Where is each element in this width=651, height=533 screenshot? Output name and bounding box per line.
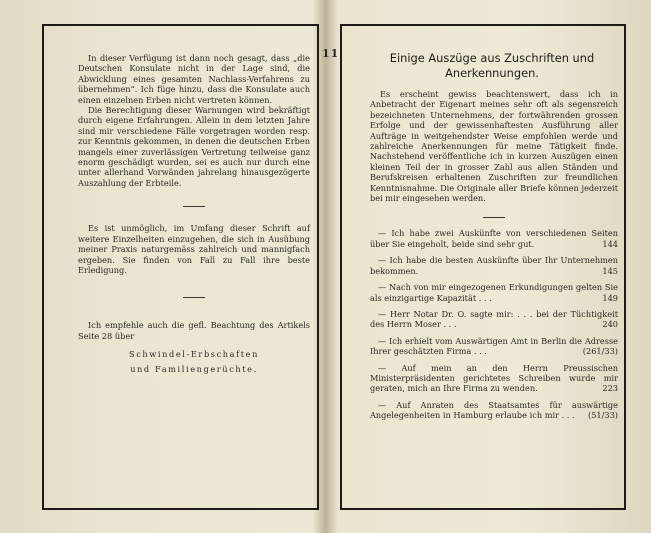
left-paragraph-4: Ich empfehle auch die gefl. Beachtung des Artikels Seite 28 über <box>78 320 310 341</box>
heading-line-2: Anerkennungen. <box>445 66 539 80</box>
intro-paragraph: Es erscheint gewiss beachtenswert, dass ich in Anbetracht der Eigenart meines sehr oft als segensreich bezeichneten Unternehmens, der fortwährenden grossen Erfolge und der gewissenhaftesten Ausführung aller Aufträge in weitgehendster Weise empfohlen werde und zahlreiche Anerkennungen für meine Tätigkeit finde. Nachstehend veröffentliche ich in kurzen Auszügen einen kleinen Teil der in grosser Zahl aus allen Ständen und Berufskreisen erhaltenen Zuschriften zur freundlichen Kenntnisnahme. Die Originale aller Briefe können jederzeit bei mir eingesehen werden. <box>370 89 618 204</box>
testimonial-reference-number: 144 <box>602 238 618 249</box>
testimonial-text: — Ich erhielt vom Auswärtigen Amt in Berlin die Adresse Ihrer geschätzten Firma . . . <box>370 335 618 357</box>
article-title-line-2: und Familiengerüchte. <box>130 363 258 374</box>
testimonial-text: — Ich habe zwei Auskünfte von verschiedenen Seiten über Sie eingeholt, beide sind sehr gut. <box>370 228 618 249</box>
testimonial-entry <box>370 228 618 249</box>
page-number: 11 <box>322 47 340 60</box>
right-page <box>328 0 651 533</box>
testimonial-text: — Herr Notar Dr. O. sagte mir: . . . bei der Tüchtigkeit des Herrn Moser . . . <box>370 308 618 330</box>
right-page-heading <box>366 51 618 81</box>
heading-line-1: Einige Auszüge aus Zuschriften und <box>389 51 595 65</box>
testimonial-reference-number: (51/33) <box>588 410 618 421</box>
left-page-text <box>78 53 310 374</box>
testimonial-reference-number: 149 <box>602 292 618 303</box>
testimonial-entry <box>370 363 618 394</box>
testimonial-reference-number: 223 <box>602 383 618 394</box>
testimonial-entry <box>370 282 618 303</box>
testimonial-entry <box>370 336 618 357</box>
testimonial-entry <box>370 400 618 421</box>
left-paragraph-1: In dieser Verfügung ist dann noch gesagt, dass „die Deutschen Konsulate nicht in der Lage sind, die Abwicklung eines gesamten Nachlass-Verfahrens zu übernehmen“. Ich füge hinzu, dass die Konsulate auch einen einzelnen Erben nicht vertreten können. <box>78 53 310 105</box>
testimonial-entry <box>370 255 618 276</box>
testimonial-entry <box>370 309 618 330</box>
testimonial-list <box>370 228 618 420</box>
testimonial-reference-number: (261/33) <box>582 346 618 357</box>
left-paragraph-2: Die Berechtigung dieser Warnungen wird bekräftigt durch eigene Erfahrungen. Allein in dem letzten Jahre sind mir verschiedene Fälle vorgetragen worden resp. zur Kenntnis gekommen, in denen die deutschen Erben mangels einer zuverlässigen Vertretung teilweise ganz enorm geschädigt wurden, sei es auch nur durch eine unter allerhand Vorwänden jahrelang hinausgezögerte Auszahlung der Erbteile. <box>78 105 310 188</box>
testimonial-reference-number: 145 <box>602 265 618 276</box>
testimonial-text: — Ich habe die besten Auskünfte über Ihr Unternehmen bekommen. <box>370 255 618 276</box>
testimonial-text: — Nach von mir eingezogenen Erkundigungen gelten Sie als einzigartige Kapazität . . . <box>370 282 618 303</box>
left-page <box>0 0 325 533</box>
left-paragraph-3: Es ist unmöglich, im Umfang dieser Schrift auf weitere Einzelheiten einzugehen, die sich in Ausübung meiner Praxis naturgemäss zahlreich und mannigfach ergeben. Sie finden von Fall zu Fall ihre beste Erledigung. <box>78 223 310 275</box>
right-page-text <box>370 89 618 421</box>
testimonial-text: — Auf Anraten des Staatsamtes für auswärtige Angelegenheiten in Hamburg erlaube ich mir . . . <box>370 399 618 421</box>
testimonial-text: — Auf mein an den Herrn Preussischen Ministerpräsidenten gerichtetes Schreiben wurde mir geraten, mich an Ihre Firma zu wenden. <box>370 362 618 394</box>
article-title-line-1: Schwindel-Erbschaften <box>129 349 259 360</box>
testimonial-reference-number: 240 <box>602 319 618 330</box>
